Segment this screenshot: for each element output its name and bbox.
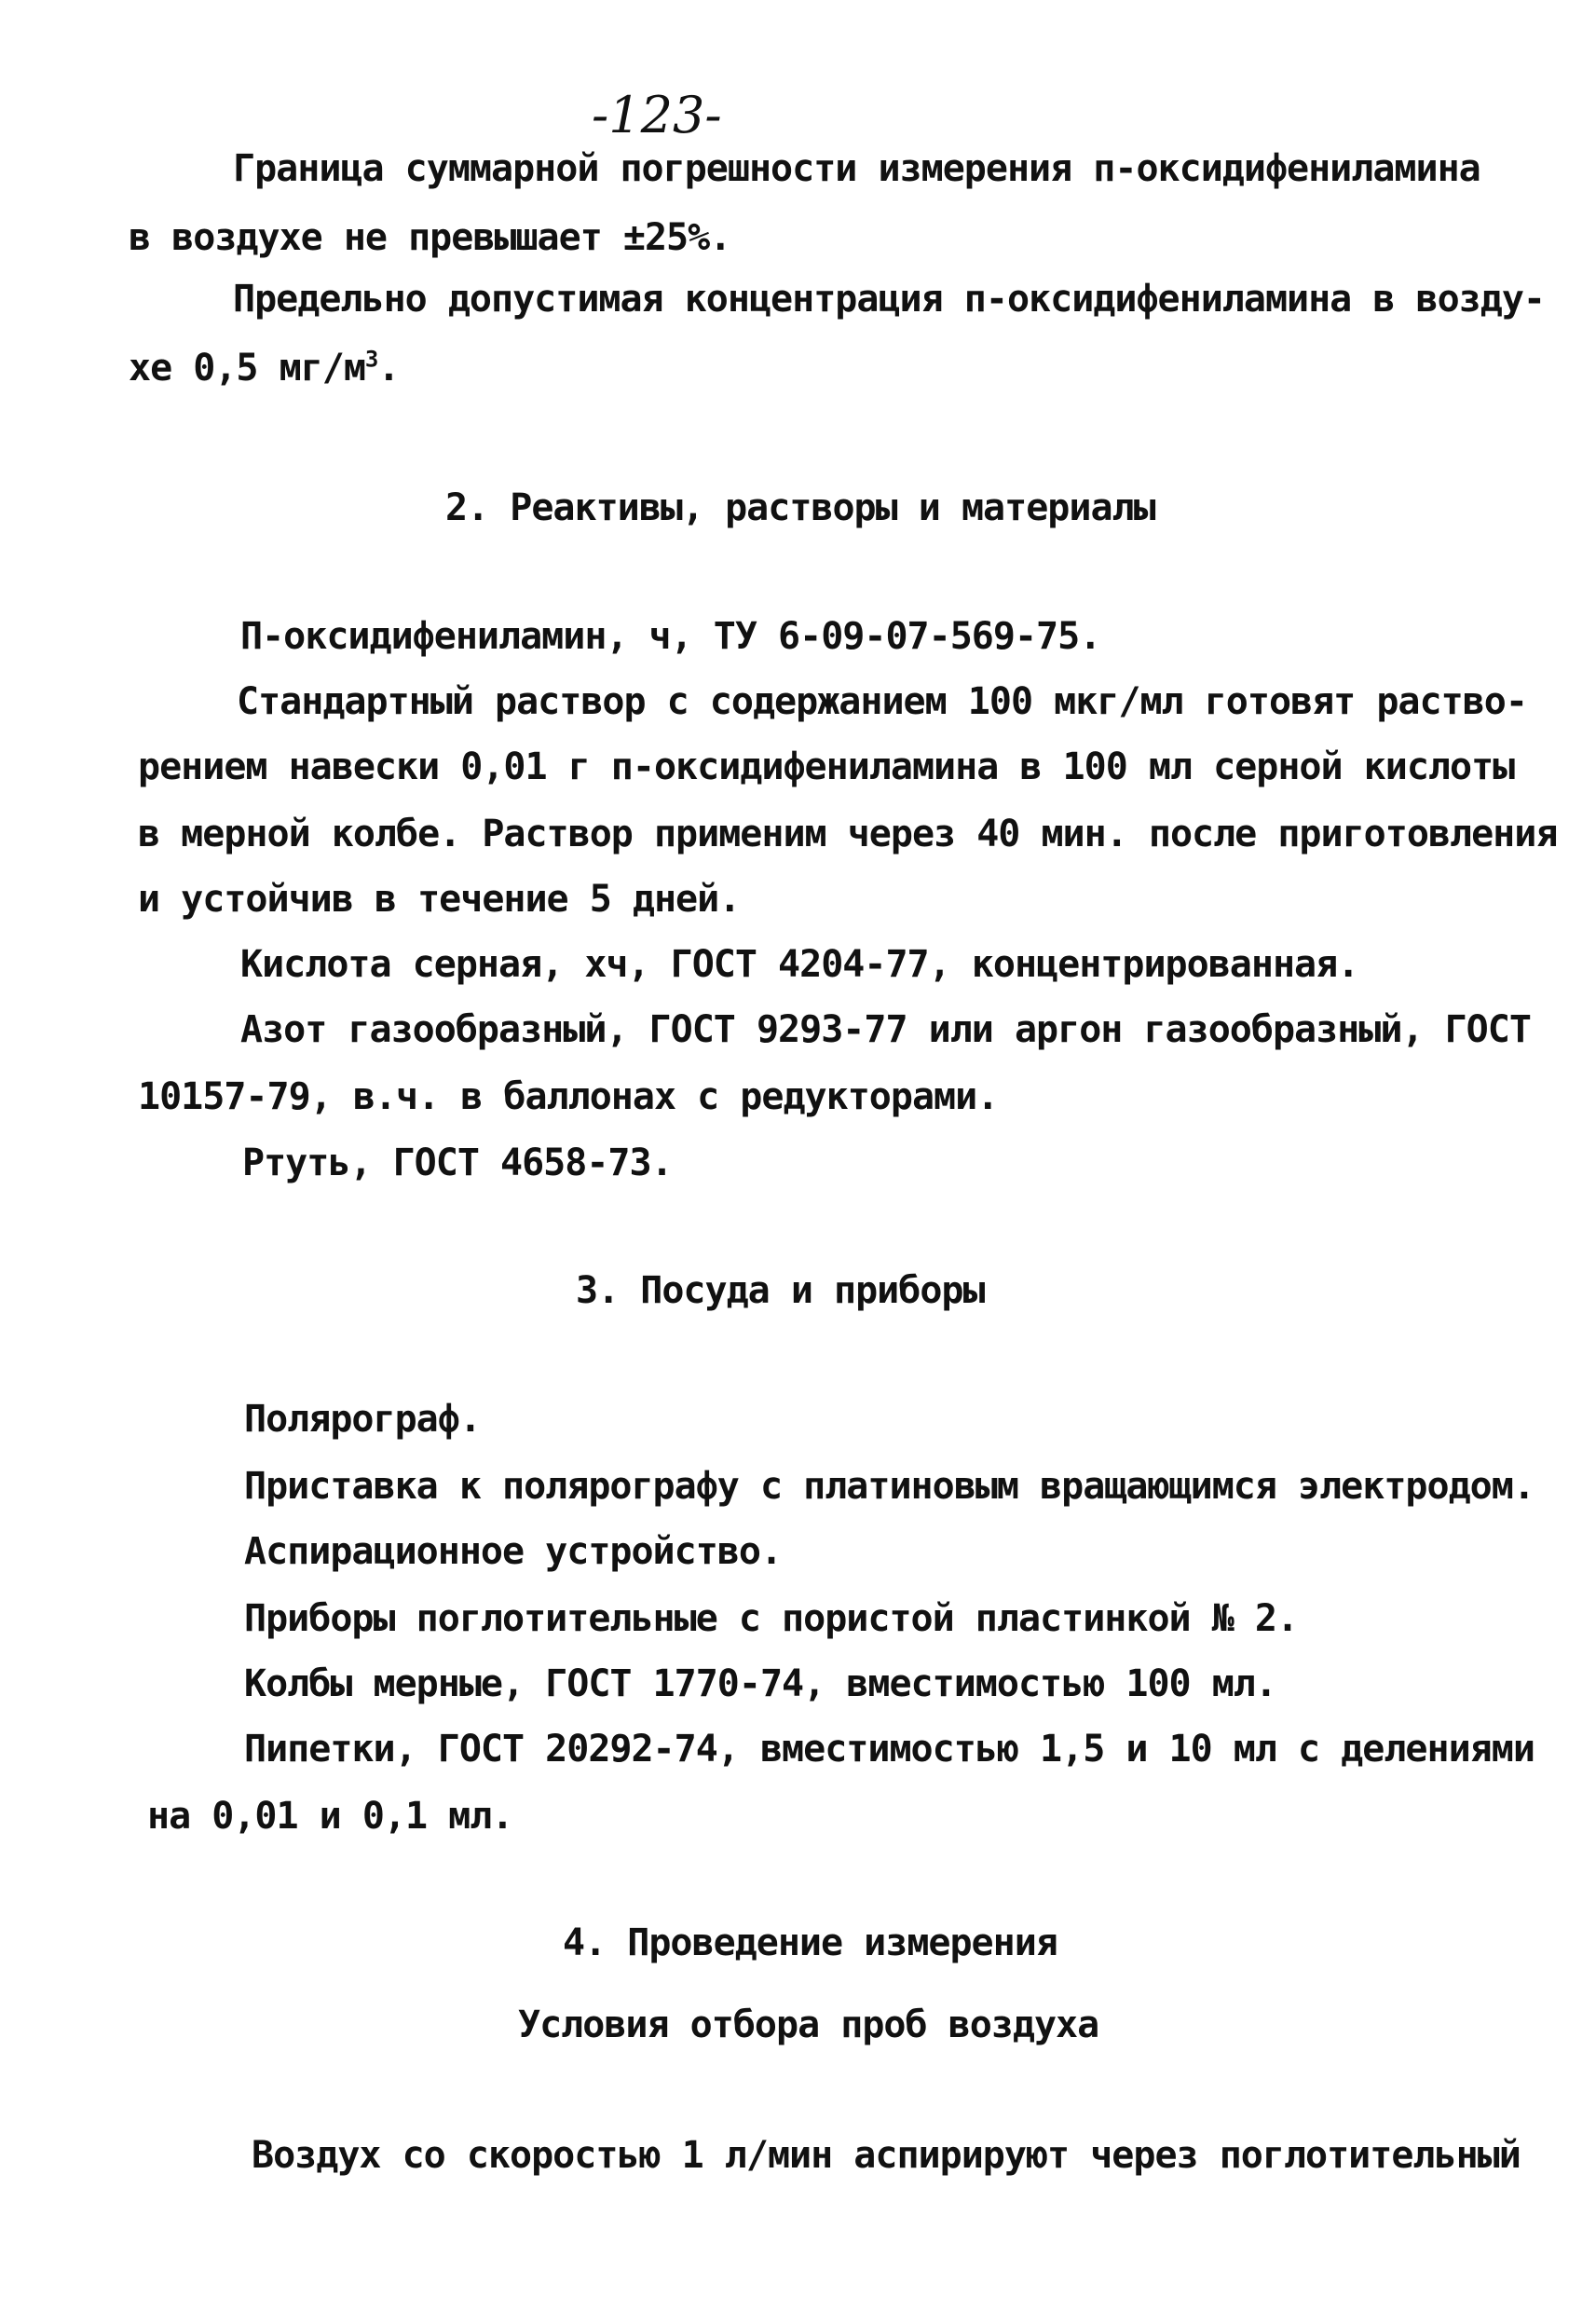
section-2-line: рением навески 0,01 г п-оксидифениламина в 100 мл серной кислоты	[138, 745, 1515, 788]
section-2-line: в мерной колбе. Раствор применим через 40 мин. после приготовления	[138, 813, 1558, 855]
section-2-line: Азот газообразный, ГОСТ 9293-77 или аргон газообразный, ГОСТ	[240, 1008, 1531, 1051]
section-4-line: Воздух со скоростью 1 л/мин аспирируют через поглотительный	[252, 2134, 1521, 2177]
page-number: -123-	[592, 86, 722, 144]
section-3-line: Пипетки, ГОСТ 20292-74, вместимостью 1,5 и 10 мл с делениями	[244, 1728, 1535, 1771]
section-3-line: Аспирационное устройство.	[244, 1530, 783, 1573]
intro-line-1: Граница суммарной погрешности измерения п-оксидифениламина	[233, 147, 1480, 190]
section-2-line: Стандартный раствор с содержанием 100 мкг/мл готовят раство-	[237, 680, 1527, 723]
section-3-line: Полярограф.	[244, 1398, 481, 1441]
section-2-heading: 2. Реактивы, растворы и материалы	[445, 486, 1155, 529]
section-2-line: 10157-79, в.ч. в баллонах с редукторами.	[138, 1075, 999, 1118]
section-2-line: и устойчив в течение 5 дней.	[138, 878, 741, 921]
intro-line-3: Предельно допустимая концентрация п-оксидифениламина в возду-	[233, 278, 1546, 321]
intro-line-2: в воздухе не превышает ±25%.	[129, 216, 731, 259]
section-4-subheading: Условия отбора проб воздуха	[518, 2003, 1099, 2046]
section-3-heading: 3. Посуда и приборы	[576, 1269, 985, 1312]
section-2-line: П-оксидифениламин, ч, ТУ 6-09-07-569-75.	[240, 615, 1101, 658]
section-4-heading: 4. Проведение измерения	[563, 1921, 1057, 1964]
superscript-3: 3	[364, 346, 378, 373]
section-3-line: Колбы мерные, ГОСТ 1770-74, вместимостью 100 мл.	[244, 1662, 1276, 1705]
section-3-line: Приставка к полярографу с платиновым вращающимся электродом.	[244, 1465, 1535, 1508]
intro-line-4-end: .	[377, 347, 400, 390]
section-2-line: Кислота серная, хч, ГОСТ 4204-77, концентрированная.	[240, 943, 1359, 986]
section-3-line: Приборы поглотительные с пористой пластинкой № 2.	[244, 1597, 1299, 1640]
intro-line-4	[129, 347, 399, 390]
section-2-line: Ртуть, ГОСТ 4658-73.	[242, 1142, 673, 1184]
intro-line-4-text: хе 0,5 мг/м	[129, 347, 365, 390]
section-3-line: на 0,01 и 0,1 мл.	[147, 1795, 513, 1838]
